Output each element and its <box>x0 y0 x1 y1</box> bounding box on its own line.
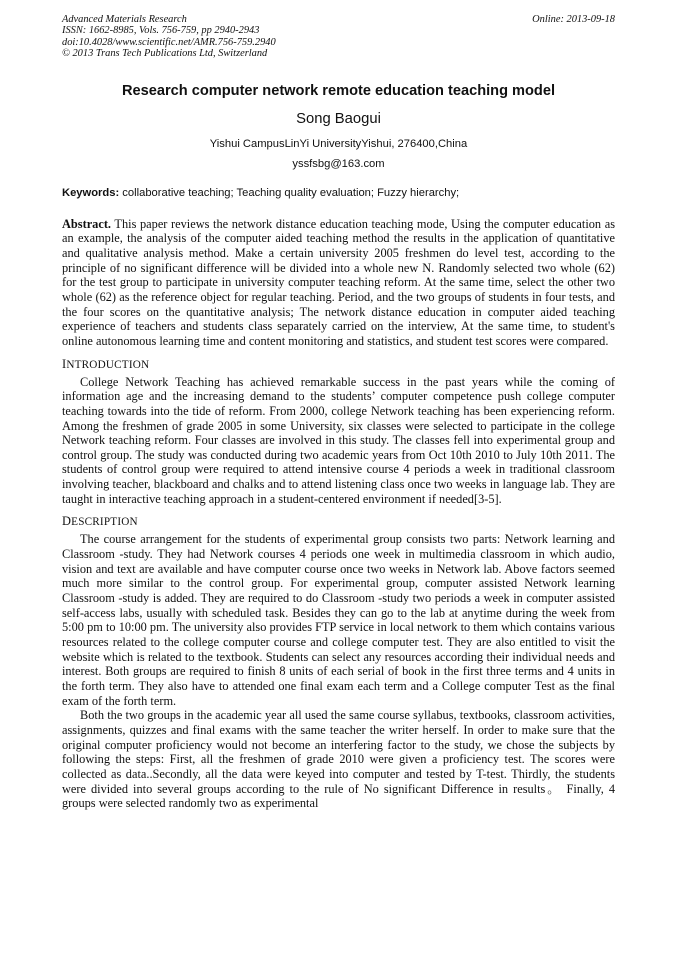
keywords-line <box>62 187 615 199</box>
description-paragraph-2: Both the two groups in the academic year all used the same course syllabus, textbooks, classroom activities, assignments, quizzes and final exams with the same teacher the writer herself. In order to make sure that the original computer proficiency would not become an interfering factor to the study, we chose the subjects by following the steps: First, all the freshmen of grade 2010 were given a proficiency test. The scores were collected as data..Secondly, all the data were keyed into computer and tested by T-test. Thirdly, the students were divided into several groups according to the rule of No significant Difference in results。 Finally, 4 groups were selected randomly two as experimental <box>62 708 615 811</box>
abstract-text: This paper reviews the network distance education teaching mode, Using the computer education as an example, the analysis of the computer aided teaching method the results in the application of quantitative and qualitative analysis method. Make a certain university 2005 freshmen do level test, according to the principle of no significant difference will be divided into a whole new N. Randomly selected two whole (62) for the test group to participate in university computer teaching reform. At the same time, select the other two whole (62) as the reference object for regular teaching. Period, and the two groups of students in four tests, and the four scores on the quantitative analysis; The network distance education in computer aided teaching experience of teachers and students class separately carried on the interview, At the same time, to student's online autonomous learning time and content monitoring and statistics, and student test scores were compared. <box>62 216 615 348</box>
section-heading-introduction <box>62 357 615 372</box>
journal-header <box>62 14 615 60</box>
online-date: Online: 2013-09-18 <box>532 14 615 25</box>
paper-page <box>62 14 615 811</box>
introduction-paragraph: College Network Teaching has achieved remarkable success in the past years while the coming of information age and the increasing demand to the students’ computer competence push college computer teaching towards into the tide of reform. From 2000, college Network teaching has been experiencing reform. Among the freshmen of grade 2005 in some University, six classes were selected to participate in the college Network teaching reform. Four classes are involved in this study. The classes fell into experimental group and control group. The study was conducted during two academic years from Oct 10th 2010 to July 10th 2011. The students of control group were required to attend intensive course 4 periods a week in traditional classroom involving teacher, blackboard and chalks and to attend listening class once two weeks in language lab. They are taught in interactive teaching approach in a student-centered environment if needed[3-5]. <box>62 374 615 506</box>
heading-rest: ESCRIPTION <box>71 516 138 529</box>
heading-initial: D <box>62 514 72 529</box>
abstract <box>62 217 615 349</box>
description-paragraph-1: The course arrangement for the students of experimental group consists two parts: Network learning and Classroom -study. They had Network courses 4 periods one week in multimedia classroom in which audio, vision and text are available and have computer course once two weeks in Network lab. Above factors seemed much more similar to the control group. For experimental group, computer assisted Network learning Classroom -study is added. They are required to do Classroom -study two periods a week in computer assisted self-access labs, usually with scheduled task. Besides they can go to the lab at anytime during the week from 5:00 pm to 10:00 pm. The university also provides FTP service in local network to them which contains various resources related to the college computer course and college computer test. They are also entitled to visit the website which is related to the textbook. Students can select any resources according their individual needs and interest. Both groups are required to finish 8 units of each serial of book in the first three terms and 4 units in the forth term. They also have to attended one final exam each term and a College computer Test as the final exam of the forth term. <box>62 532 615 708</box>
journal-issn: ISSN: 1662-8985, Vols. 756-759, pp 2940-2943 <box>62 25 260 37</box>
keywords-text: collaborative teaching; Teaching quality evaluation; Fuzzy hierarchy; <box>119 186 460 199</box>
paper-author: Song Baogui <box>296 110 381 127</box>
journal-doi: doi:10.4028/www.scientific.net/AMR.756-759.2940 <box>62 36 276 48</box>
section-heading-description <box>62 514 615 529</box>
paper-email: yssfsbg@163.com <box>292 157 385 170</box>
paper-affiliation: Yishui CampusLinYi UniversityYishui, 276400,China <box>209 137 468 150</box>
journal-copyright: © 2013 Trans Tech Publications Ltd, Switzerland <box>62 48 268 60</box>
abstract-label: Abstract. <box>62 216 112 231</box>
paper-title: Research computer network remote education teaching model <box>121 82 556 99</box>
keywords-label: Keywords: <box>62 186 120 199</box>
journal-name: Advanced Materials Research <box>62 14 187 25</box>
heading-rest: NTRODUCTION <box>66 358 150 371</box>
heading-initial: I <box>62 356 67 371</box>
